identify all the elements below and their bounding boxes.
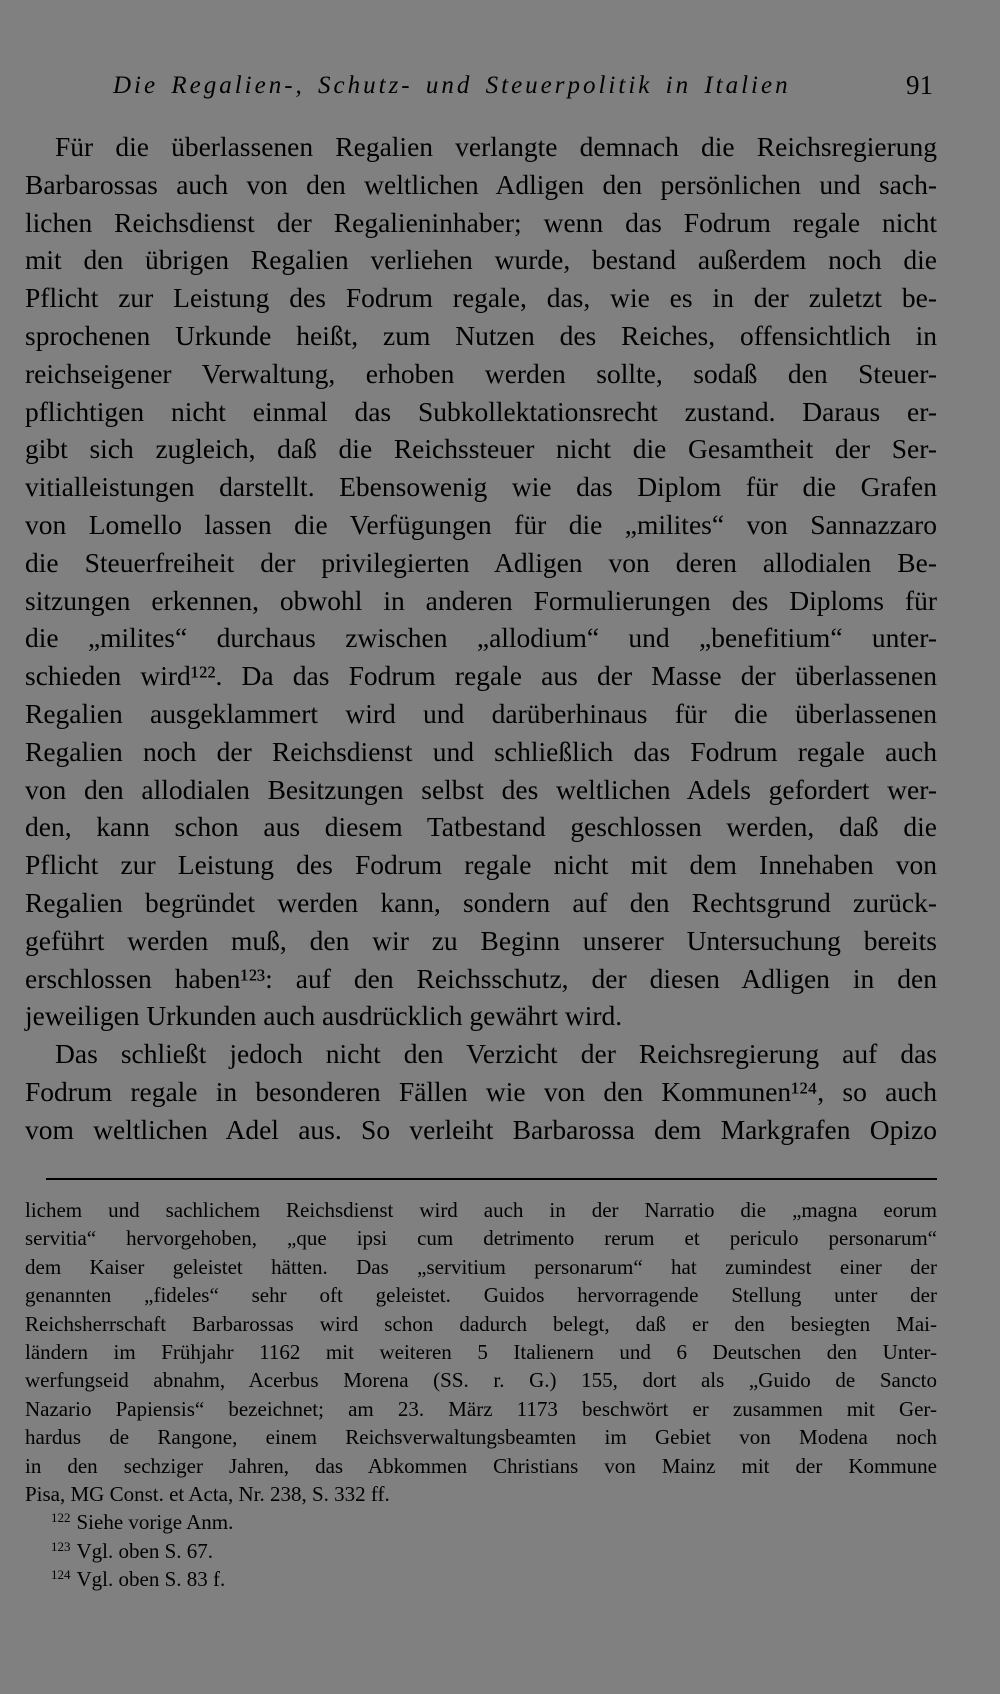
footnote-line: genannten „fideles“ sehr oft geleistet. Guidos hervorragende Stellung unter der (25, 1283, 937, 1308)
text-line: die „milites“ durchaus zwischen „allodium“ und „benefitium“ unter- (25, 622, 937, 654)
footnote-text: Vgl. oben S. 67. (76, 1538, 213, 1563)
footnote-line: ländern im Frühjahr 1162 mit weiteren 5 Italienern und 6 Deutschen den Unter- (25, 1339, 937, 1364)
text-line: geführt werden muß, den wir zu Beginn unserer Untersuchung bereits (25, 924, 937, 956)
footnote-122 (25, 1508, 937, 1536)
footnote-124 (25, 1565, 937, 1593)
text-line: vitialleistungen darstellt. Ebensowenig wie das Diplom für die Grafen (25, 471, 937, 503)
footnote-text: Siehe vorige Anm. (76, 1510, 234, 1535)
text-line: Barbarossas auch von den weltlichen Adligen den persönlichen und sach- (25, 168, 937, 200)
footnote-number: 122 (51, 1510, 71, 1526)
text-line: mit den übrigen Regalien verliehen wurde, bestand außerdem noch die (25, 244, 937, 276)
footnote-number: 123 (51, 1538, 71, 1554)
text-line: erschlossen haben¹²³: auf den Reichsschutz, der diesen Adligen in den (25, 962, 937, 994)
text-line: Regalien begründet werden kann, sondern auf den Rechtsgrund zurück- (25, 886, 937, 918)
footnote-line: lichem und sachlichem Reichsdienst wird auch in der Narratio die „magna eorum (25, 1198, 937, 1222)
footnote-line: hardus de Rangone, einem Reichsverwaltungsbeamten im Gebiet von Modena noch (25, 1425, 937, 1450)
footnotes (25, 1196, 937, 1593)
text-line: den, kann schon aus diesem Tatbestand geschlossen werden, daß die (25, 811, 937, 843)
footnote-text: Vgl. oben S. 83 f. (76, 1567, 226, 1592)
text-line: vom weltlichen Adel aus. So verleiht Barbarossa dem Markgrafen Opizo (25, 1113, 937, 1145)
text-line: schieden wird¹²². Da das Fodrum regale aus der Masse der überlassenen (25, 660, 937, 692)
text-line: Fodrum regale in besonderen Fällen wie von den Kommunen¹²⁴, so auch (25, 1075, 937, 1107)
text-line: die Steuerfreiheit der privilegierten Adligen von deren allodialen Be- (25, 546, 937, 578)
text-line: von den allodialen Besitzungen selbst des weltlichen Adels gefordert wer- (25, 773, 937, 805)
footnote-line: in den sechziger Jahren, das Abkommen Christians von Mainz mit der Kommune (25, 1453, 937, 1478)
footnote-number: 124 (51, 1567, 71, 1583)
text-line: Regalien ausgeklammert wird und darüberhinaus für die überlassenen (25, 697, 937, 729)
text-line: reichseigener Verwaltung, erhoben werden sollte, sodaß den Steuer- (25, 357, 937, 389)
footnote-line: werfungseid abnahm, Acerbus Morena (SS. r. G.) 155, dort als „Guido de Sancto (25, 1368, 937, 1393)
text-line: lichen Reichsdienst der Regalieninhaber; wenn das Fodrum regale nicht (25, 206, 937, 238)
text-line: sitzungen erkennen, obwohl in anderen Formulierungen des Diploms für (25, 584, 937, 616)
footnote-line: dem Kaiser geleistet hätten. Das „servitium personarum“ hat zumindest einer der (25, 1254, 937, 1279)
text-line: Regalien noch der Reichsdienst und schließlich das Fodrum regale auch (25, 735, 937, 767)
text-line: pflichtigen nicht einmal das Subkollektationsrecht zustand. Daraus er- (25, 395, 937, 427)
footnote-line: Pisa, MG Const. et Acta, Nr. 238, S. 332 ff. (25, 1481, 390, 1506)
text-line: Für die überlassenen Regalien verlangte demnach die Reichsregierung (55, 131, 937, 162)
text-line: von Lomello lassen die Verfügungen für die „milites“ von Sannazzaro (25, 508, 937, 540)
footnote-divider (46, 1178, 937, 1180)
footnote-line: Reichsherrschaft Barbarossas wird schon dadurch belegt, daß er den besiegten Mai- (25, 1311, 937, 1336)
text-line: sprochenen Urkunde heißt, zum Nutzen des Reiches, offensichtlich in (25, 319, 937, 351)
footnote-line: servitia“ hervorgehoben, „que ipsi cum detrimento rerum et periculo personarum“ (25, 1226, 937, 1251)
main-text (25, 128, 937, 1149)
footnote-123 (25, 1537, 937, 1565)
page-number: 91 (906, 70, 933, 100)
running-head: Die Regalien-, Schutz- und Steuerpolitik in Italien (113, 72, 791, 99)
page-header (113, 66, 933, 106)
text-line: Das schließt jedoch nicht den Verzicht der Reichsregierung auf das (55, 1038, 937, 1070)
text-line: Pflicht zur Leistung des Fodrum regale, das, wie es in der zuletzt be- (25, 282, 937, 314)
footnote-line: Nazario Papiensis“ bezeichnet; am 23. März 1173 beschwört er zusammen mit Ger- (25, 1396, 937, 1421)
text-line: Pflicht zur Leistung des Fodrum regale nicht mit dem Innehaben von (25, 849, 937, 881)
text-line: jeweiligen Urkunden auch ausdrücklich gewährt wird. (25, 1000, 623, 1032)
text-line: gibt sich zugleich, daß die Reichssteuer nicht die Gesamtheit der Ser- (25, 433, 937, 465)
